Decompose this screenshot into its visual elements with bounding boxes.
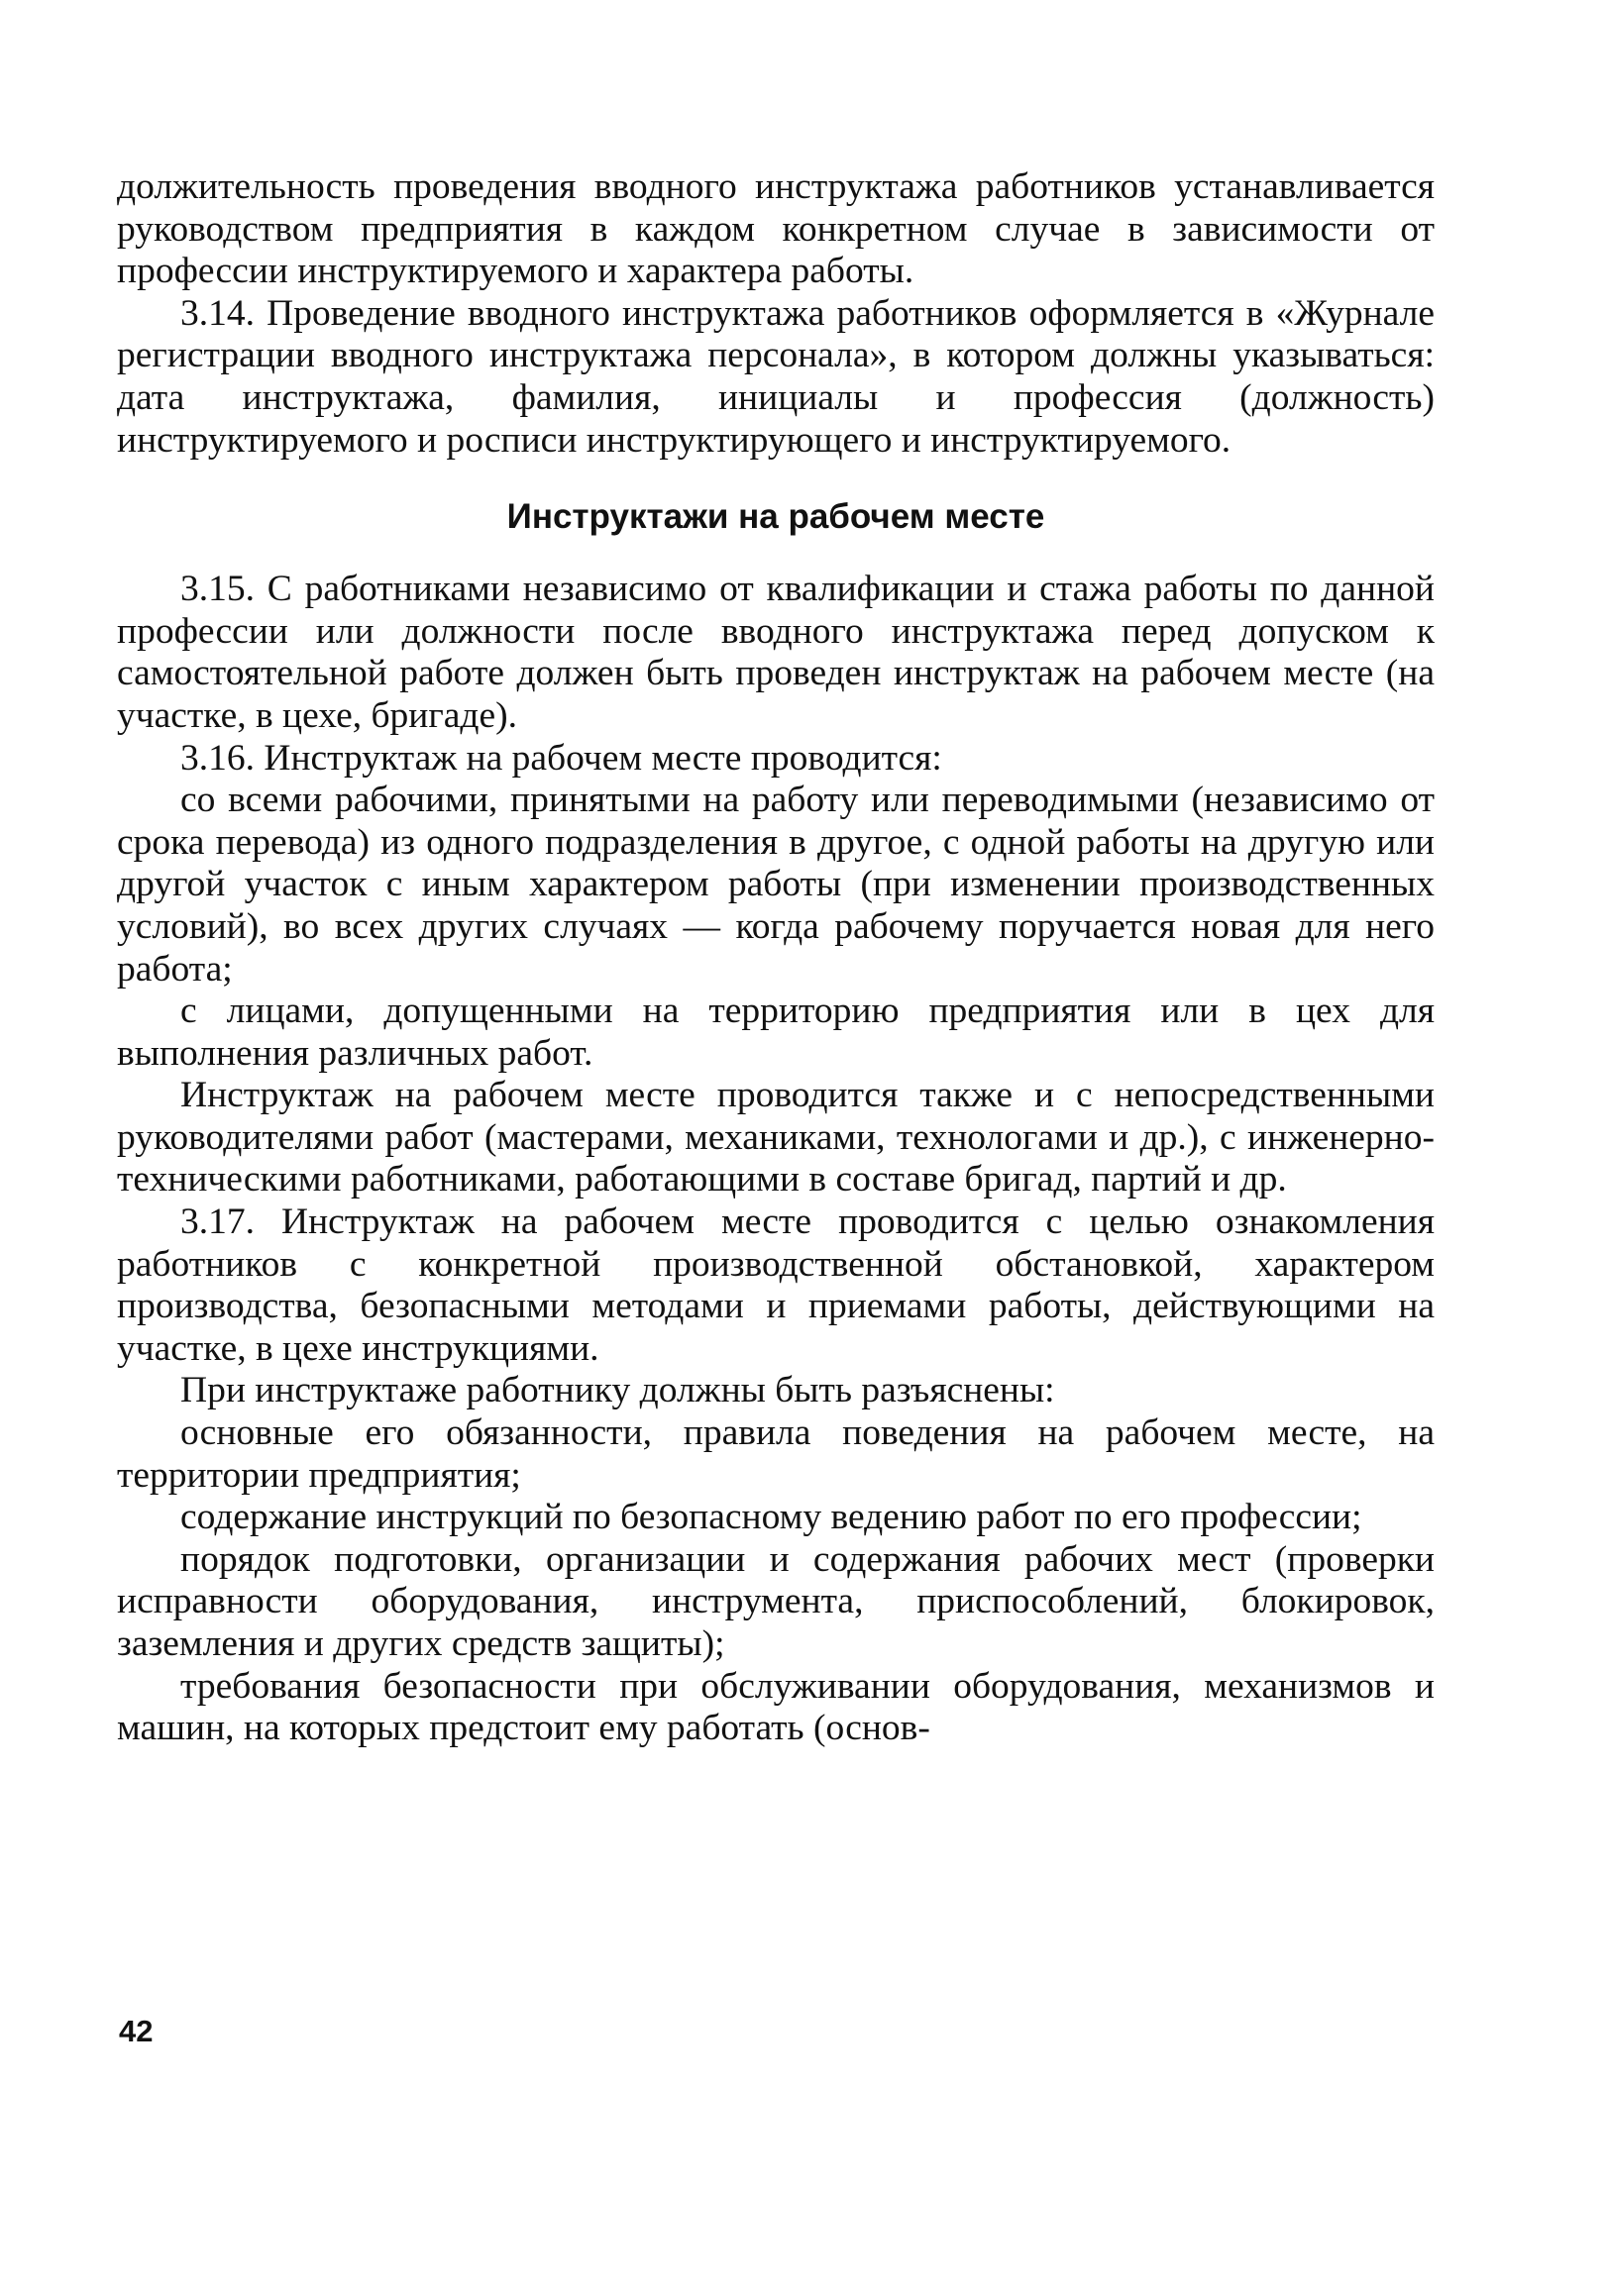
paragraph-3-17: 3.17. Инструктаж на рабочем месте проводится с целью ознакомления работников с конкретной производственной обстановкой, характером производства, безопасными методами и приемами работы, действующими на участке, в цехе инструкциями. <box>117 1201 1435 1369</box>
paragraph-3-15: 3.15. С работниками независимо от квалификации и стажа работы по данной профессии или должности после вводного инструктажа перед допуском к самостоятельной работе должен быть проведен инструктаж на рабочем месте (на участке, в цехе, бригаде). <box>117 569 1435 736</box>
paragraph-workplace-preparation: порядок подготовки, организации и содержания рабочих мест (проверки исправности оборудования, инструмента, приспособлений, блокировок, заземления и других средств защиты); <box>117 1538 1435 1664</box>
paragraph-continuation: должительность проведения вводного инструктажа работников устанавливается руководством предприятия в каждом конкретном случае в зависимости от профессии инструктируемого и характера работы. <box>117 166 1435 292</box>
paragraph-duties: основные его обязанности, правила поведения на рабочем месте, на территории предприятия; <box>117 1412 1435 1496</box>
paragraph-3-16: 3.16. Инструктаж на рабочем месте проводится: <box>180 737 942 779</box>
paragraph-3-14: 3.14. Проведение вводного инструктажа работников оформляется в «Журнале регистрации вводного инструктажа персонала», в котором должны указываться: дата инструктажа, фамилия, инициалы и профессия (должность) инструктируемого и росписи инструктирующего и инструктируемого. <box>117 292 1435 461</box>
paragraph-safety-requirements: требования безопасности при обслуживании оборудования, механизмов и машин, на которых предстоит ему работать (основ- <box>117 1665 1435 1749</box>
page-number: 42 <box>119 2014 154 2048</box>
section-heading: Инструктажи на рабочем месте <box>506 497 1045 537</box>
paragraph-admitted-persons: с лицами, допущенными на территорию предприятия или в цех для выполнения различных работ. <box>117 991 1435 1074</box>
paragraph-supervisors: Инструктаж на рабочем месте проводится также и с непосредственными руководителями работ (мастерами, механиками, технологами и др.), с инженерно-техническими работниками, работающими в составе бригад, партий и др. <box>117 1075 1435 1200</box>
paragraph-all-workers: со всеми рабочими, принятыми на работу или переводимыми (независимо от срока перевода) из одного подразделения в другое, с одной работы на другую или другой участок с иным характером работы (при изменении производственных условий), во всех других случаях — когда рабочему поручается новая для него работа; <box>117 780 1435 990</box>
document-page <box>117 166 1435 1750</box>
paragraph-instructions-content: содержание инструкций по безопасному ведению работ по его профессии; <box>180 1497 1362 1538</box>
paragraph-explained-list: При инструктаже работнику должны быть разъяснены: <box>180 1370 1055 1411</box>
